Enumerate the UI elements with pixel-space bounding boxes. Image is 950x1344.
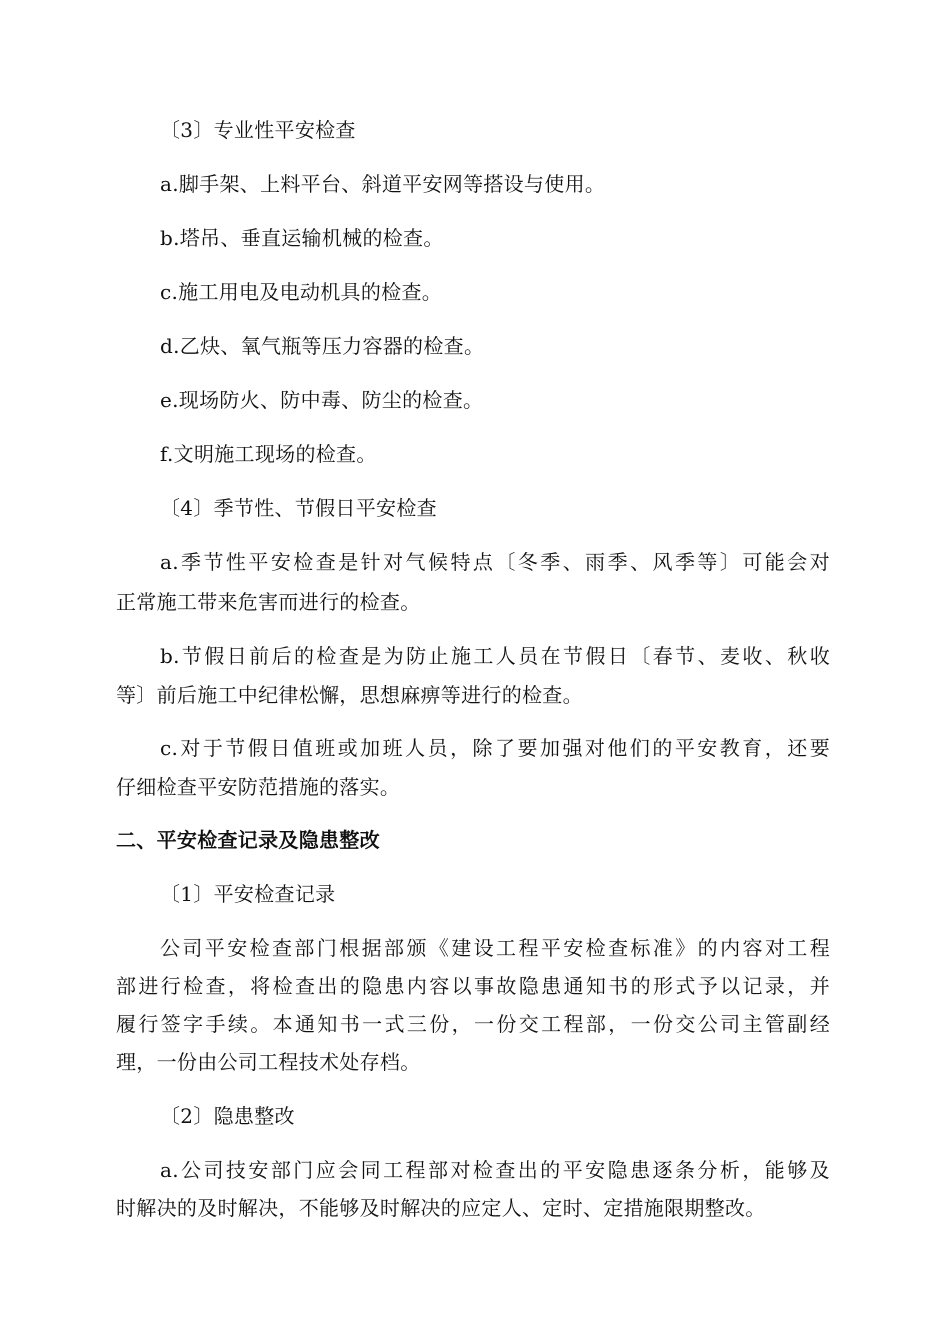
chapter-2-sub-1-para-line-2: 部进行检查，将检查出的隐患内容以事故隐患通知书的形式予以记录，并 xyxy=(116,974,830,998)
section-3-item-d: d.乙炔、氧气瓶等压力容器的检查。 xyxy=(160,334,485,358)
section-3-item-f: f.文明施工现场的检查。 xyxy=(160,442,377,466)
section-4-title: 〔4〕季节性、节假日平安检查 xyxy=(160,496,437,520)
chapter-2-heading: 二、平安检查记录及隐患整改 xyxy=(116,828,380,852)
section-3-item-a: a.脚手架、上料平台、斜道平安网等搭设与使用。 xyxy=(160,172,606,196)
chapter-2-sub-2-title: 〔2〕隐患整改 xyxy=(160,1104,295,1128)
chapter-2-sub-1-para-line-1: 公司平安检查部门根据部颁《建设工程平安检查标准》的内容对工程 xyxy=(160,936,830,960)
section-3-item-b: b.塔吊、垂直运输机械的检查。 xyxy=(160,226,444,250)
section-4-item-a-line-2: 正常施工带来危害而进行的检查。 xyxy=(116,590,421,614)
section-4-item-b-line-2: 等〕前后施工中纪律松懈，思想麻痹等进行的检查。 xyxy=(116,683,583,707)
section-4-item-c-line-2: 仔细检查平安防范措施的落实。 xyxy=(116,775,401,799)
section-4-item-a-line-1: a.季节性平安检查是针对气候特点〔冬季、雨季、风季等〕可能会对 xyxy=(160,550,830,574)
chapter-2-sub-1-title: 〔1〕平安检查记录 xyxy=(160,882,336,906)
section-4-item-b-line-1: b.节假日前后的检查是为防止施工人员在节假日〔春节、麦收、秋收 xyxy=(160,644,830,668)
section-3-item-c: c.施工用电及电动机具的检查。 xyxy=(160,280,443,304)
chapter-2-sub-1-para-line-3: 履行签字手续。本通知书一式三份，一份交工程部，一份交公司主管副经 xyxy=(116,1012,830,1036)
chapter-2-sub-2-item-a-line-1: a.公司技安部门应会同工程部对检查出的平安隐患逐条分析，能够及 xyxy=(160,1158,830,1182)
chapter-2-sub-1-para-line-4: 理，一份由公司工程技术处存档。 xyxy=(116,1050,421,1074)
section-4-item-c-line-1: c.对于节假日值班或加班人员，除了要加强对他们的平安教育，还要 xyxy=(160,736,830,760)
section-3-title: 〔3〕专业性平安检查 xyxy=(160,118,356,142)
section-3-item-e: e.现场防火、防中毒、防尘的检查。 xyxy=(160,388,484,412)
chapter-2-sub-2-item-a-line-2: 时解决的及时解决，不能够及时解决的应定人、定时、定措施限期整改。 xyxy=(116,1196,766,1220)
